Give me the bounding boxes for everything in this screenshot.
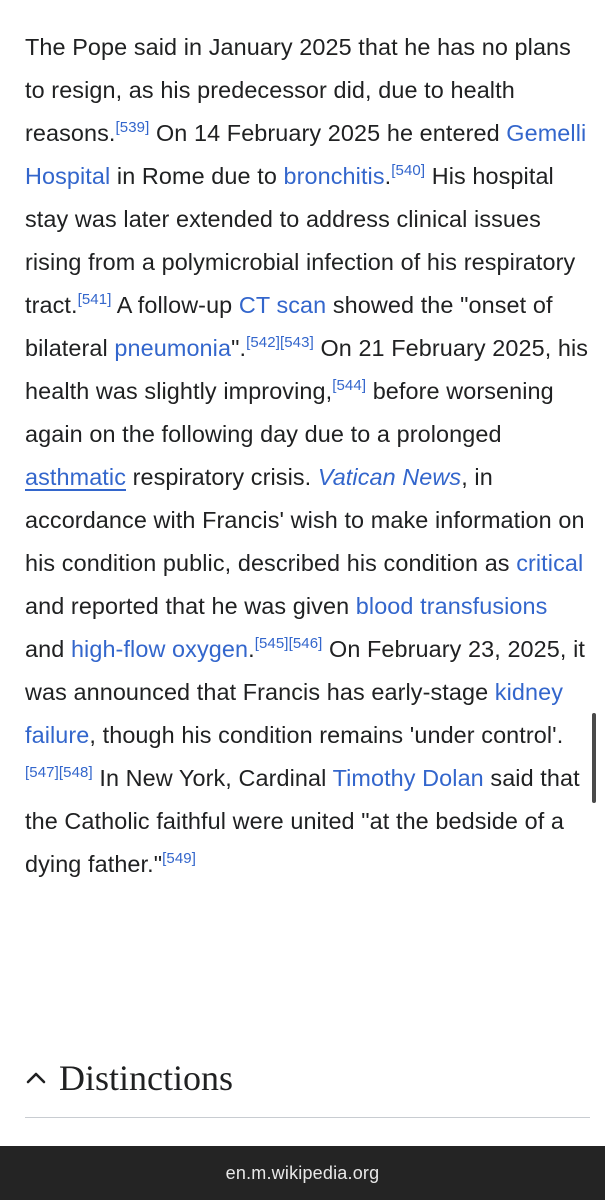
article-text: On 14 February 2025 he entered (149, 120, 507, 146)
article-text: . (248, 636, 255, 662)
reference-544[interactable]: [544] (332, 377, 367, 394)
article-text: On February 23, 2025, it was announced that Francis has early-stage (25, 636, 585, 705)
article-text: and reported that he was given (25, 593, 356, 619)
article-text: His hospital stay was later extended to address clinical issues rising from a polymicrobial infection of his respiratory tract. (25, 163, 576, 318)
reference-543[interactable]: [543] (279, 334, 314, 351)
section-divider (25, 1117, 590, 1118)
article-text: . (384, 163, 392, 189)
article-text: , in accordance with Francis' wish to make information on his condition public, described his condition as (25, 464, 585, 576)
link-vatican-news[interactable]: Vatican News (317, 464, 462, 490)
article-text: In New York, Cardinal (92, 765, 333, 791)
section-header-distinctions[interactable] (25, 1050, 590, 1106)
article-text: respiratory crisis. (126, 464, 318, 490)
link-high-flow-oxygen[interactable]: high-flow oxygen (70, 636, 249, 662)
article-text: in Rome due to (110, 163, 284, 189)
article-text: The Pope said in January 2025 that he has no plans to resign, as his predecessor did, due to health reasons. (25, 34, 571, 146)
article-text: ". (231, 335, 247, 361)
section-title: Distinctions (59, 1058, 234, 1098)
reference-541[interactable]: [541] (77, 291, 112, 308)
link-timothy-dolan[interactable]: Timothy Dolan (332, 765, 484, 791)
reference-547[interactable]: [547] (25, 764, 59, 781)
reference-539[interactable]: [539] (115, 119, 150, 136)
reference-542[interactable]: [542] (246, 334, 280, 351)
link-kidney-failure[interactable]: kidney failure (25, 679, 563, 748)
reference-540[interactable]: [540] (391, 162, 426, 179)
article-paragraph (25, 26, 590, 886)
scrollbar[interactable] (592, 713, 596, 803)
article-text: and (25, 636, 71, 662)
reference-546[interactable]: [546] (288, 635, 323, 652)
link-pneumonia[interactable]: pneumonia (114, 335, 232, 361)
url-text[interactable]: en.m.wikipedia.org (225, 1162, 380, 1183)
chevron-up-icon[interactable] (25, 1067, 47, 1089)
browser-url-bar[interactable] (0, 1146, 605, 1200)
link-asthmatic[interactable]: asthmatic (25, 464, 126, 490)
article-text: , though his condition remains 'under control'. (89, 722, 564, 748)
article-text: said that the Catholic faithful were united "at the bedside of a dying father." (25, 765, 580, 877)
article-text: On 21 February 2025, his health was slightly improving, (25, 335, 589, 404)
link-bronchitis[interactable]: bronchitis (283, 163, 385, 189)
link-ct-scan[interactable]: CT scan (238, 292, 327, 318)
article-body (25, 26, 590, 886)
link-gemelli-hospital[interactable]: Gemelli Hospital (25, 120, 587, 189)
article-text: showed the "onset of bilateral (25, 292, 553, 361)
link-critical[interactable]: critical (516, 550, 584, 576)
article-text: before worsening again on the following day due to a prolonged (25, 378, 554, 447)
article-text: A follow-up (111, 292, 239, 318)
link-blood-transfusions[interactable]: blood transfusions (355, 593, 548, 619)
reference-545[interactable]: [545] (254, 635, 289, 652)
reference-548[interactable]: [548] (58, 764, 93, 781)
reference-549[interactable]: [549] (162, 850, 197, 867)
